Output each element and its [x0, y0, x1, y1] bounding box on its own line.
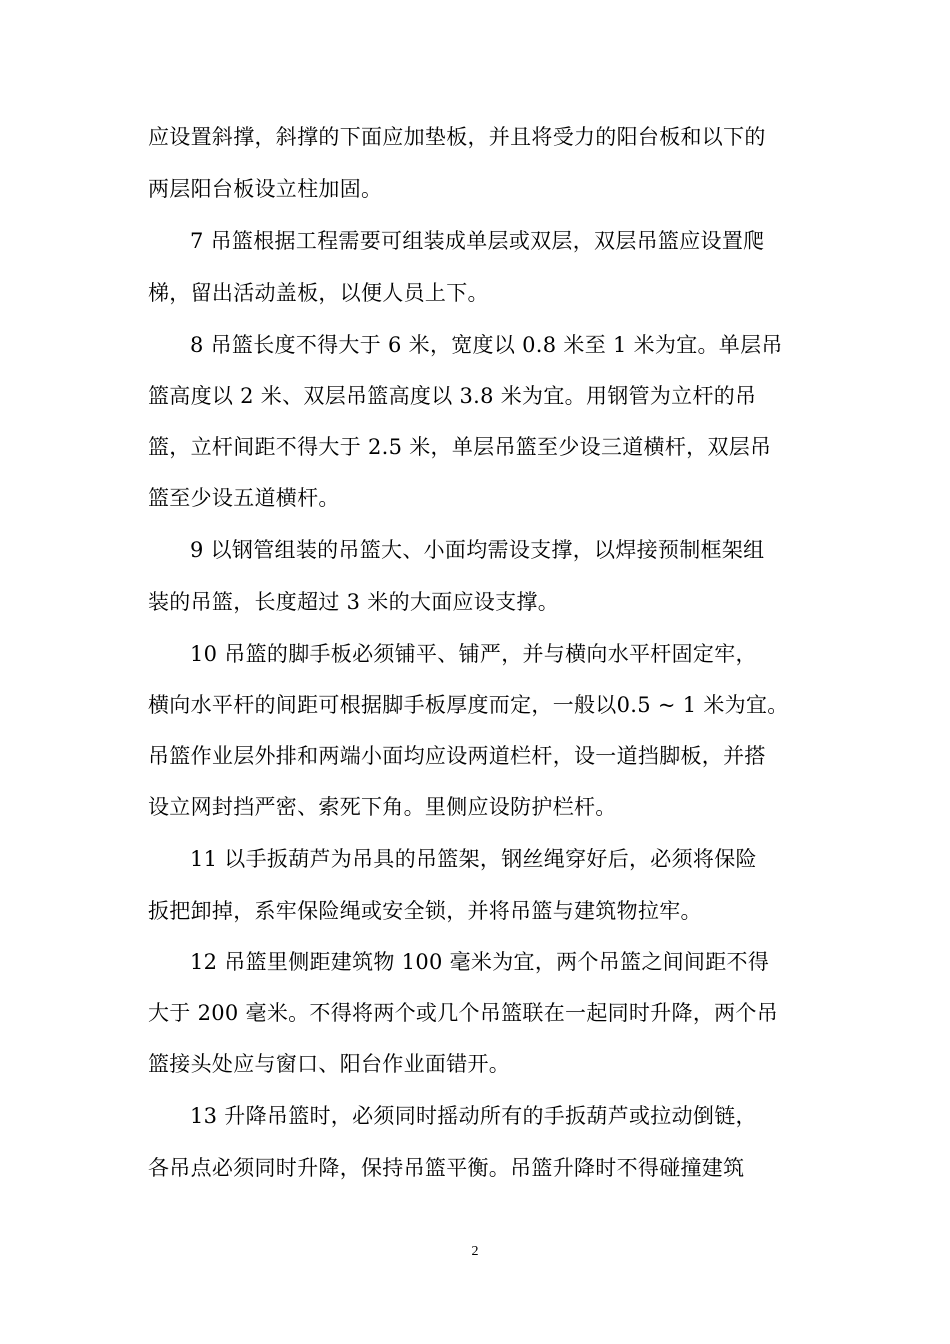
text-line: 扳把卸掉，系牢保险绳或安全锁，并将吊篮与建筑物拉牢。 [148, 899, 702, 923]
text-line: 10 吊篮的脚手板必须铺平、铺严，并与横向水平杆固定牢， [190, 642, 757, 666]
text-line: 8 吊篮长度不得大于 6 米，宽度以 0.8 米至 1 米为宜。单层吊 [190, 333, 783, 357]
text-line: 9 以钢管组装的吊篮大、小面均需设支撑，以焊接预制框架组 [190, 538, 765, 562]
text-line: 大于 200 毫米。不得将两个或几个吊篮联在一起同时升降，两个吊 [148, 1001, 779, 1025]
text-line: 篮至少设五道横杆。 [148, 486, 340, 510]
text-line: 梯，留出活动盖板，以便人员上下。 [148, 281, 489, 305]
text-line: 横向水平杆的间距可根据脚手板厚度而定，一般以0.5 ~ 1 米为宜。 [148, 693, 789, 717]
text-line: 11 以手扳葫芦为吊具的吊篮架，钢丝绳穿好后，必须将保险 [190, 847, 757, 871]
text-line: 设立网封挡严密、索死下角。里侧应设防护栏杆。 [148, 795, 617, 819]
text-line: 各吊点必须同时升降，保持吊篮平衡。吊篮升降时不得碰撞建筑 [148, 1156, 745, 1180]
text-line: 吊篮作业层外排和两端小面均应设两道栏杆，设一道挡脚板，并搭 [148, 744, 766, 768]
text-line: 应设置斜撑，斜撑的下面应加垫板，并且将受力的阳台板和以下的 [148, 125, 766, 149]
text-line: 两层阳台板设立柱加固。 [148, 177, 383, 201]
page-number: 2 [471, 1244, 479, 1259]
text-line: 篮，立杆间距不得大于 2.5 米，单层吊篮至少设三道横杆，双层吊 [148, 435, 772, 459]
text-line: 7 吊篮根据工程需要可组装成单层或双层，双层吊篮应设置爬 [190, 229, 765, 253]
text-line: 篮高度以 2 米、双层吊篮高度以 3.8 米为宜。用钢管为立杆的吊 [148, 384, 757, 408]
text-line: 装的吊篮，长度超过 3 米的大面应设支撑。 [148, 590, 560, 614]
text-line: 篮接头处应与窗口、阳台作业面错开。 [148, 1052, 511, 1076]
text-line: 12 吊篮里侧距建筑物 100 毫米为宜，两个吊篮之间间距不得 [190, 950, 770, 974]
text-line: 13 升降吊篮时，必须同时摇动所有的手扳葫芦或拉动倒链， [190, 1104, 757, 1128]
